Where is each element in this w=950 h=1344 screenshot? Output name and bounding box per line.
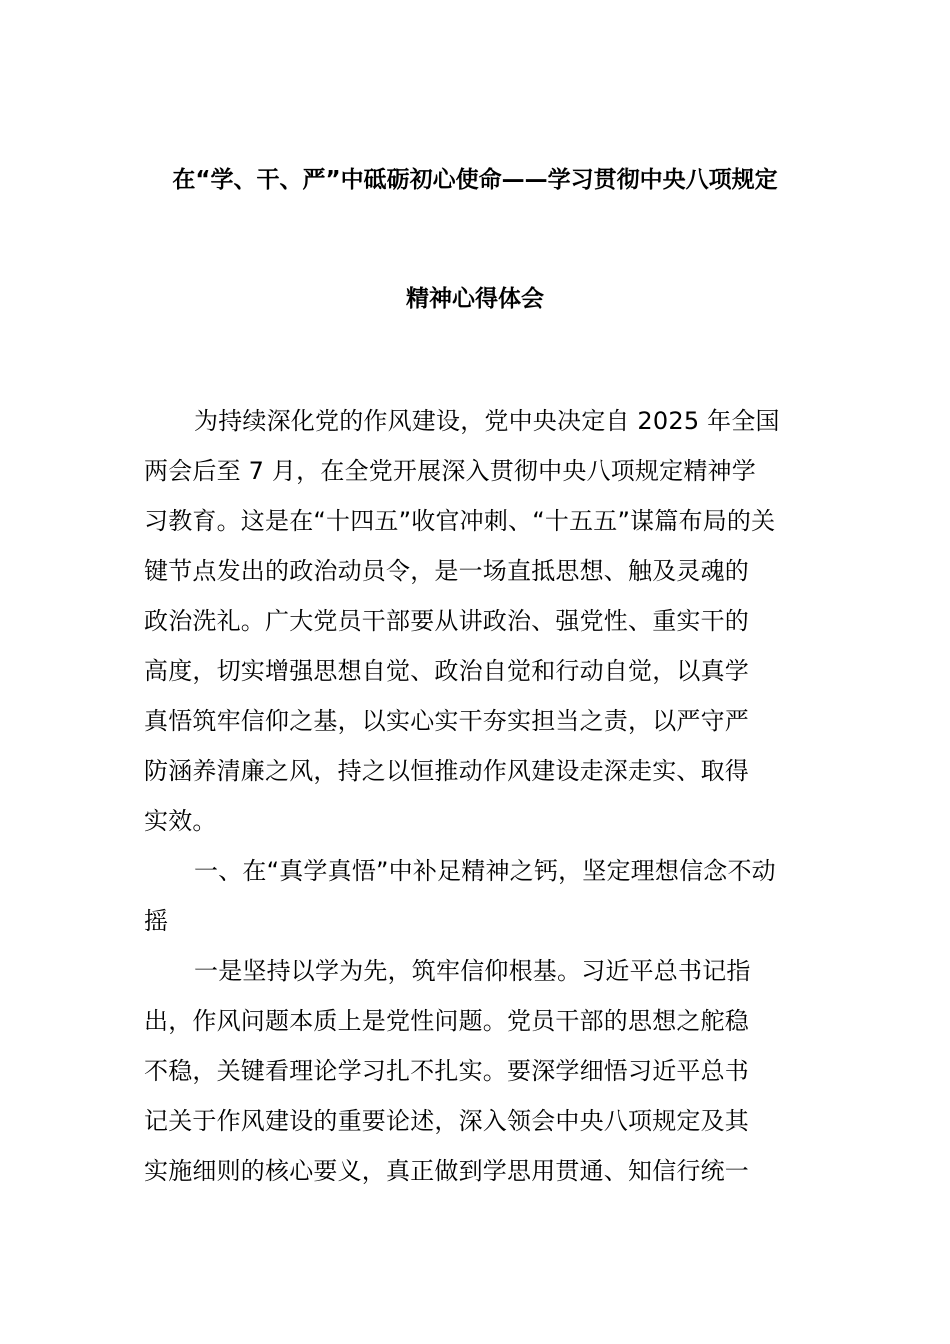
paragraph-1-line-2: 两会后至 7 月，在全党开展深入贯彻中央八项规定精神学 <box>144 457 756 485</box>
paragraph-1-line-6: 高度，切实增强思想自觉、政治自觉和行动自觉，以真学 <box>144 657 749 685</box>
paragraph-2-line-3: 不稳，关键看理论学习扎不扎实。要深学细悟习近平总书 <box>144 1057 749 1085</box>
paragraph-1-line-8: 防涵养清廉之风，持之以恒推动作风建设走深走实、取得 <box>144 757 749 785</box>
document-title-line-2: 精神心得体会 <box>406 286 544 312</box>
paragraph-1-line-1: 为持续深化党的作风建设，党中央决定自 2025 年全国 <box>194 407 780 435</box>
section-heading-1-line-1: 一、在“真学真悟”中补足精神之钙，坚定理想信念不动 <box>194 857 776 885</box>
section-heading-1-line-2: 摇 <box>144 907 169 935</box>
document-title-line-1: 在“学、干、严”中砥砺初心使命——学习贯彻中央八项规定 <box>172 167 778 193</box>
paragraph-2-line-4: 记关于作风建设的重要论述，深入领会中央八项规定及其 <box>144 1107 749 1135</box>
paragraph-1-line-5: 政治洗礼。广大党员干部要从讲政治、强党性、重实干的 <box>144 607 749 635</box>
paragraph-2-line-1: 一是坚持以学为先，筑牢信仰根基。习近平总书记指 <box>194 957 751 985</box>
paragraph-1-line-3: 习教育。这是在“十四五”收官冲刺、“十五五”谋篇布局的关 <box>144 507 776 535</box>
paragraph-1-line-9: 实效。 <box>144 807 217 835</box>
paragraph-1-line-4: 键节点发出的政治动员令，是一场直抵思想、触及灵魂的 <box>144 557 749 585</box>
paragraph-2-line-5: 实施细则的核心要义，真正做到学思用贯通、知信行统一 <box>144 1157 749 1185</box>
paragraph-1-line-7: 真悟筑牢信仰之基，以实心实干夯实担当之责，以严守严 <box>144 707 749 735</box>
paragraph-2-line-2: 出，作风问题本质上是党性问题。党员干部的思想之舵稳 <box>144 1007 749 1035</box>
